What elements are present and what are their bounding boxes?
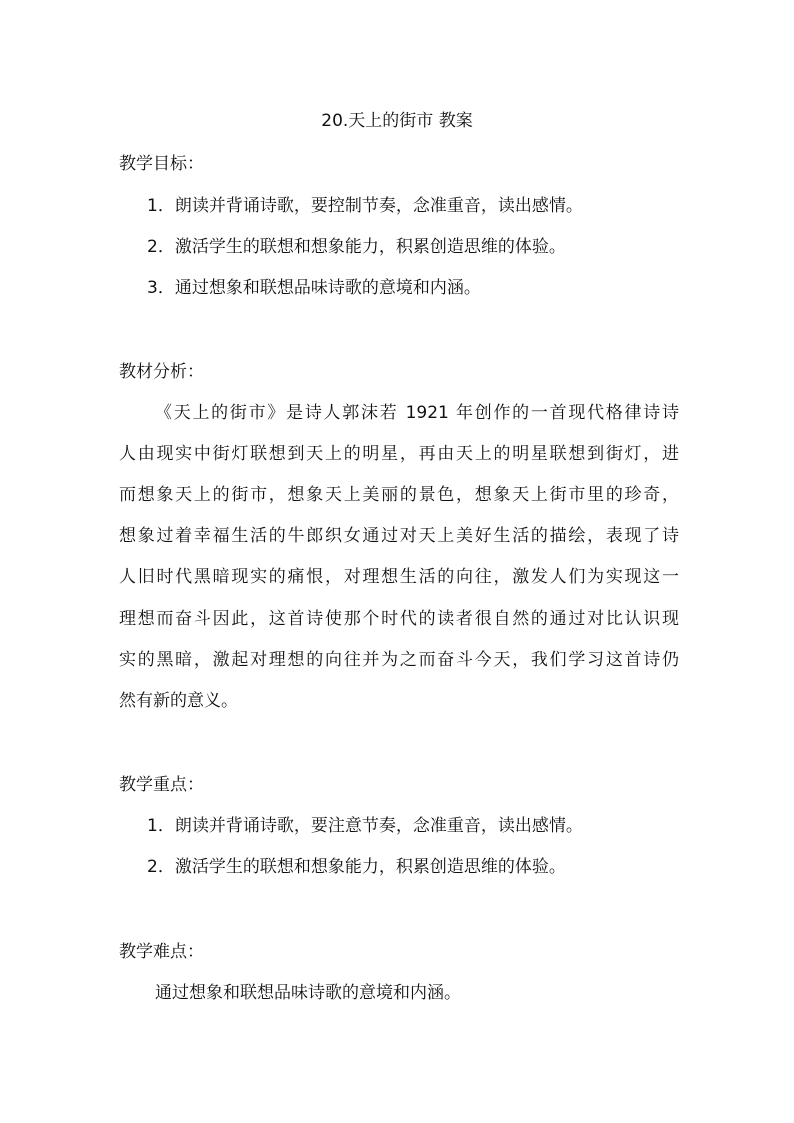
difficulties-text: 通过想象和联想品味诗歌的意境和内涵。 (155, 983, 461, 1003)
goal-item-2: 2．激活学生的联想和想象能力，积累创造思维的体验。 (147, 237, 566, 257)
analysis-line-6: 理想而奋斗因此，这首诗使那个时代的读者很自然的通过对比认识现 (119, 609, 679, 629)
analysis-line-3: 而想象天上的街市，想象天上美丽的景色，想象天上街市里的珍奇， (119, 485, 679, 505)
analysis-line-2: 人由现实中街灯联想到天上的明星，再由天上的明星联想到街灯，进 (119, 444, 679, 464)
goal-item-1: 1．朗读并背诵诗歌，要控制节奏，念准重音，读出感情。 (147, 196, 583, 216)
key-points-heading: 教学重点： (119, 775, 204, 795)
analysis-line-5: 人旧时代黑暗现实的痛恨，对理想生活的向往，激发人们为实现这一 (119, 567, 679, 587)
document-title: 20.天上的街市 教案 (321, 111, 473, 131)
key-point-item-2: 2．激活学生的联想和想象能力，积累创造思维的体验。 (147, 857, 566, 877)
difficulties-heading: 教学难点： (119, 942, 204, 962)
analysis-line-7: 实的黑暗，激起对理想的向往并为之而奋斗今天，我们学习这首诗仍 (119, 650, 679, 670)
goals-heading: 教学目标： (119, 154, 204, 174)
key-point-item-1: 1．朗读并背诵诗歌，要注意节奏，念准重音，读出感情。 (147, 816, 583, 836)
analysis-line-4: 想象过着幸福生活的牛郎织女通过对天上美好生活的描绘，表现了诗 (119, 526, 679, 546)
analysis-heading: 教材分析： (119, 362, 204, 382)
goal-item-3: 3．通过想象和联想品味诗歌的意境和内涵。 (147, 278, 481, 298)
analysis-line-1: 《天上的街市》是诗人郭沫若 1921 年创作的一首现代格律诗诗 (155, 403, 679, 423)
analysis-line-8: 然有新的意义。 (119, 691, 238, 711)
